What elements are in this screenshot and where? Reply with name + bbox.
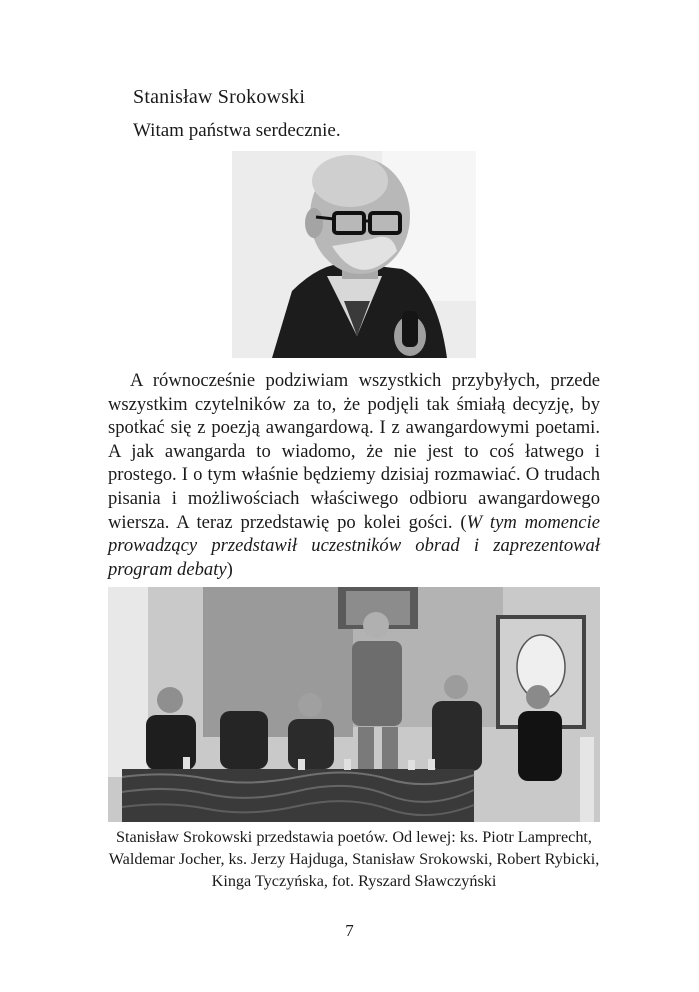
portrait-photo	[232, 151, 476, 358]
photo-caption: Stanisław Srokowski przedstawia poetów. Od lewej: ks. Piotr Lamprecht, Waldemar Jocher, ks. Jerzy Hajduga, Stanisław Srokowski, Robert Rybicki, Kinga Tyczyńska, fot. Ryszard Sławczyński	[108, 828, 600, 890]
paragraph-closing: )	[226, 558, 233, 580]
group-illustration	[108, 587, 600, 822]
greeting-line: Witam państwa serdecznie.	[133, 120, 341, 141]
paragraph-text: A równocześnie podziwiam wszystkich przybyłych, przede wszystkim czytelników za to, że podjęli tak śmiałą decyzję, by spotkać się z poezją awangardową. I z awangardowymi poetami. A jak awangarda to wiadomo, że nie jest to coś łatwego i prostego. I o tym właśnie będziemy dzisiaj rozmawiać. O trudach pisania i możliwościach właściwego odbioru awangardowego wiersza. A teraz przedstawię po kolei gości. (	[108, 370, 600, 533]
group-photo	[108, 587, 600, 822]
portrait-illustration	[232, 151, 476, 358]
body-paragraph	[108, 369, 600, 581]
paragraph-italic-note: W tym momencie prowadzący przedstawił uczestników obrad i zaprezentował program debaty	[108, 511, 600, 580]
speaker-name: Stanisław Srokowski	[133, 86, 306, 108]
page-number: 7	[345, 921, 354, 940]
